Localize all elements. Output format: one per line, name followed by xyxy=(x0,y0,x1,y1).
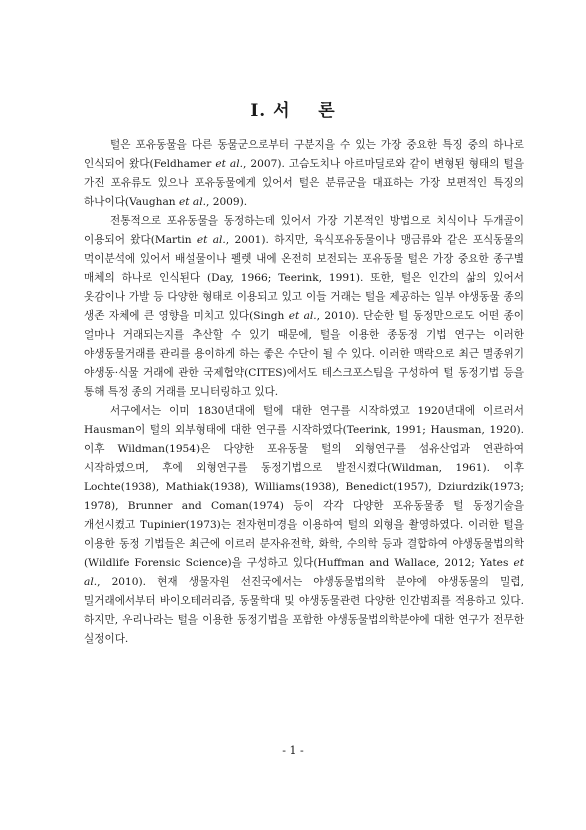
body-text xyxy=(84,136,524,649)
paragraph-3: 서구에서는 이미 1830년대에 털에 대한 연구를 시작하였고 1920년대에 이르러서 Hausman이 털의 외부형태에 대한 연구를 시작하였다(Teerink, 1991; Hausman, 1920). 이후 Wildman(1954)은 다양한 포유동물 털의 외형연구를 섬유산업과 연관하여 시작하였으며, 후에 외형연구를 동정기법으로 발전시켰다(Wildman, 1961). 이후 Lochte(1938), Mathiak(1938), Williams(1938), Benedict(1957), Dziurdzik(1973; 1978), Brunner and Coman(1974) 등이 각각 다양한 포유동물종 털 동정기술을 개선시켰고 Tupinier(1973)는 전자현미경을 이용하여 털의 외형을 촬영하였다. 이러한 털을 이용한 동정 기법들은 최근에 이르러 분자유전학, 화학, 수의학 등과 결합하여 야생동물법의학(Wildlife Forensic Science)을 구성하고 있다(Huffman and Wallace, 2012; Yates et al., 2010). 현재 생물자원 선진국에서는 야생동물법의학 분야에 야생동물의 밀렵, 밀거래에서부터 바이오테러리즘, 동물학대 및 야생동물관련 다양한 인간범죄를 적용하고 있다. 하지만, 우리나라는 털을 이용한 동정기법을 포함한 야생동물법의학분야에 대한 연구가 전무한 실정이다. xyxy=(84,405,524,645)
paragraph-2: 전통적으로 포유동물을 동정하는데 있어서 가장 기본적인 방법으로 치식이나 두개골이 이용되어 왔다(Martin et al., 2001). 하지만, 육식포유동물이나 맹금류와 같은 포식동물의 먹이분석에 있어서 배설물이나 펠렛 내에 온전히 보전되는 포유동물 털은 가장 중요한 종구별 매체의 하나로 인식된다 (Day, 1966; Teerink, 1991). 또한, 털은 인간의 삶의 있어서 옷감이나 가발 등 다양한 형태로 이용되고 있고 이들 거래는 털을 제공하는 일부 야생동물 종의 생존 자체에 큰 영향을 미치고 있다(Singh et al., 2010). 단순한 털 동정만으로도 어떤 종이 얼마나 거래되는지를 추산할 수 있기 때문에, 털을 이용한 종동정 기법 연구는 이러한 야생동물거래를 관리를 용이하게 하는 좋은 수단이 될 수 있다. 이러한 맥락으로 최근 멸종위기 야생동·식물 거래에 관한 국제협약(CITES)에서도 테스크포스팀을 구성하여 털 동정기법 등을 통해 특정 종의 거래를 모니터링하고 있다. xyxy=(84,215,524,398)
paragraph-1: 털은 포유동물을 다른 동물군으로부터 구분지을 수 있는 가장 중요한 특징 중의 하나로 인식되어 왔다(Feldhamer et al., 2007). 고슴도치나 아르마딜로와 같이 변형된 형태의 털을 가진 포유류도 있으나 포유동물에게 있어서 털은 분류군을 대표하는 가장 보편적인 특징의 하나이다(Vaughan et al., 2009). xyxy=(84,139,524,208)
section-title: Ⅰ. 서 론 xyxy=(250,101,336,121)
page-number: - 1 - xyxy=(282,744,304,757)
